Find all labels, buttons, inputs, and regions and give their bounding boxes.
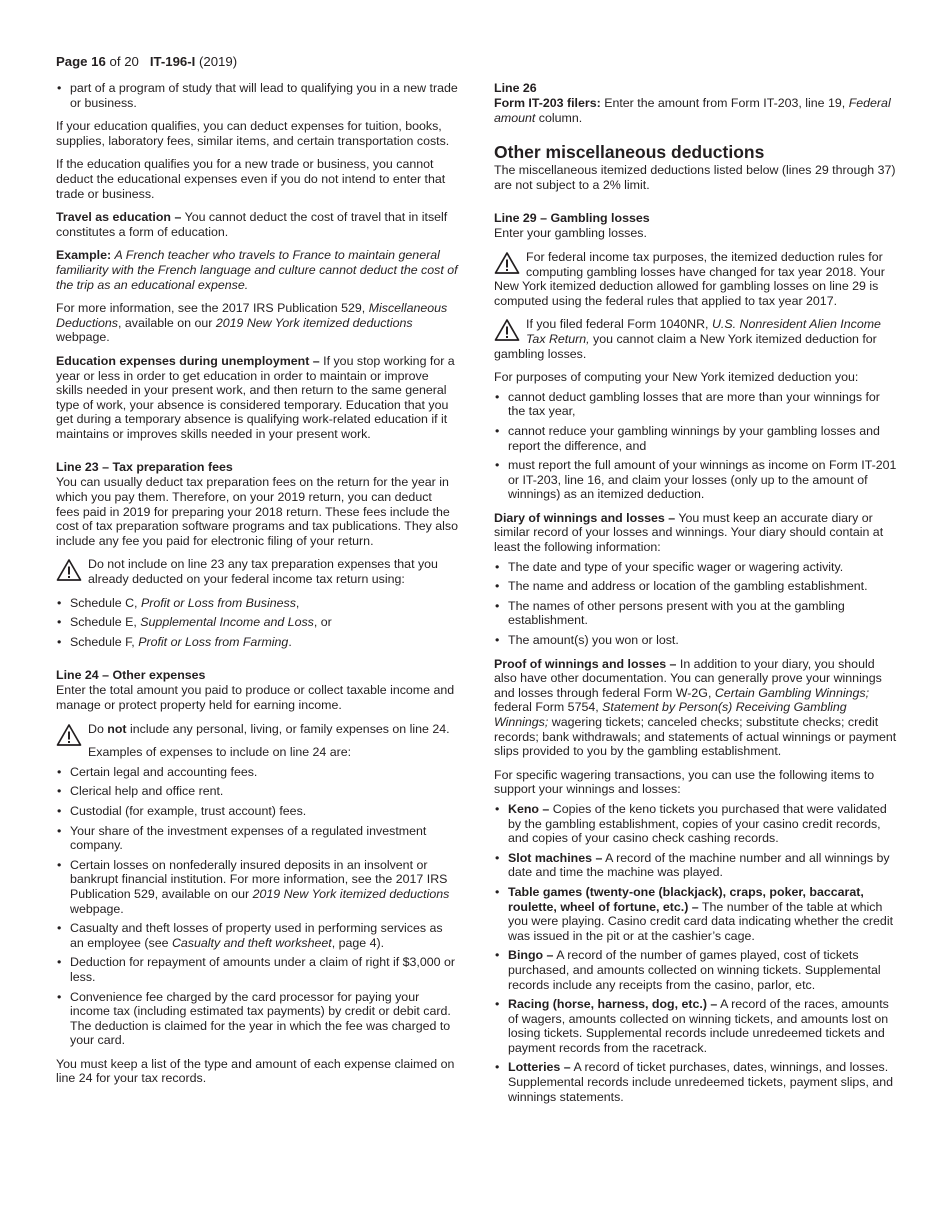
list-item: • Deduction for repayment of amounts under a claim of right if $3,000 or less. xyxy=(56,955,458,984)
examples-intro: Examples of expenses to include on line 24 are: xyxy=(88,745,352,760)
warning-triangle-icon xyxy=(56,723,82,747)
warning-triangle-icon xyxy=(494,318,520,342)
form-year: (2019) xyxy=(199,54,238,69)
warning-note: For federal income tax purposes, the itemized deduction rules for computing gambling losses have changed for tax year 2018. Your New York itemized deduction allowed for gambling losses on line 29 is computed using the federal rules that applied to tax year 2017. xyxy=(494,249,885,308)
left-column xyxy=(56,81,458,1095)
warning-note: Do not include any personal, living, or family expenses on line 24. xyxy=(56,722,458,737)
page-header xyxy=(56,54,237,70)
line26-text: Form IT-203 filers: Enter the amount from Form IT-203, line 19, Federal amount column. xyxy=(494,96,891,125)
list-item: • must report the full amount of your winnings as income on Form IT-201 or IT-203, line 16, and claim your losses (only up to the amount of winnings) as an itemized deduction. xyxy=(494,458,898,502)
unemployment-paragraph: Education expenses during unemployment – If you stop working for a year or less in order to get education in order to maintain or improve skills needed in your present work, and then return to the same general type of work, your absence is considered temporary. Education that you get during a temporary absence is qualifying work-related education if it maintains or improves skills needed in your present work. xyxy=(56,353,455,441)
list-item: • Schedule C, Profit or Loss from Business, xyxy=(56,596,458,611)
line29-heading: Line 29 – Gambling losses xyxy=(494,211,650,226)
list-item: • Your share of the investment expenses of a regulated investment company. xyxy=(56,824,458,853)
list-item: • Lotteries – A record of ticket purchases, dates, winnings, and losses. Supplemental records include unredeemed tickets, payment slips, and winnings statements. xyxy=(494,1060,898,1104)
page-label: Page 16 xyxy=(56,54,106,69)
line24-text: Enter the total amount you paid to produce or collect taxable income and manage or protect property held for earning income. xyxy=(56,683,455,712)
list-item: • Casualty and theft losses of property used in performing services as an employee (see Casualty and theft worksheet, page 4). xyxy=(56,921,458,950)
right-column xyxy=(494,81,898,1109)
list-item: • Certain legal and accounting fees. xyxy=(56,765,458,780)
example-paragraph: Example: A French teacher who travels to France to maintain general familiarity with the French language and culture cannot deduct the cost of the trip as an educational expense. xyxy=(56,248,458,292)
list-item: • Racing (horse, harness, dog, etc.) – A record of the races, amounts of wagers, amounts collected on winning tickets, and amounts lost on losing tickets. Supplemental records include unredeemed tickets and payment records from the racetrack. xyxy=(494,997,898,1055)
proof-paragraph: Proof of winnings and losses – In addition to your diary, you should also have other documentation. You can generally prove your winnings and losses through federal Form W-2G, Certain Gambling Winnings; federal Form 5754, Statement by Person(s) Receiving Gambling Winnings; wagering tickets; canceled checks; substitute checks; credit records; bank withdrawals; and statements of actual winnings or payment slips provided to you by the gambling establishment. xyxy=(494,656,897,759)
list-item: • part of a program of study that will lead to qualifying you in a new trade or business. xyxy=(56,81,458,110)
paragraph: If the education qualifies you for a new trade or business, you cannot deduct the educational expenses even if you do not intend to enter that trade or business. xyxy=(56,157,446,201)
specific-intro: For specific wagering transactions, you can use the following items to support your winnings and losses: xyxy=(494,767,875,797)
line29-text: Enter your gambling losses. xyxy=(494,226,647,241)
list-item: • The date and type of your specific wager or wagering activity. xyxy=(494,560,898,575)
form-id: IT-196-I xyxy=(149,54,196,69)
list-item: • Bingo – A record of the number of games played, cost of tickets purchased, and amounts collected on winning tickets. Supplemental records include any receipts from the casino, parlor, etc. xyxy=(494,948,898,992)
other-misc-text: The miscellaneous itemized deductions listed below (lines 29 through 37) are not subject to a 2% limit. xyxy=(494,163,896,192)
more-info-paragraph: For more information, see the 2017 IRS Publication 529, Miscellaneous Deductions, available on our 2019 New York itemized deductions webpage. xyxy=(56,301,448,345)
list-item: • The name and address or location of the gambling establishment. xyxy=(494,579,898,594)
line24-heading: Line 24 – Other expenses xyxy=(56,668,206,683)
list-item: • Certain losses on nonfederally insured deposits in an insolvent or bankrupt financial institution. For more information, see the 2017 IRS Publication 529, available on our 2019 New York itemized deductions webpage. xyxy=(56,858,458,916)
line23-heading: Line 23 – Tax preparation fees xyxy=(56,460,233,475)
line26-heading: Line 26 xyxy=(494,81,537,95)
warning-note: If you filed federal Form 1040NR, U.S. Nonresident Alien Income Tax Return, you cannot claim a New York itemized deduction for gambling losses. xyxy=(494,317,881,361)
paragraph: If your education qualifies, you can deduct expenses for tuition, books, supplies, laboratory fees, similar items, and certain transportation costs. xyxy=(56,119,450,148)
list-item: • Slot machines – A record of the machine number and all winnings by date and time the machine was played. xyxy=(494,851,898,880)
list-item: • The amount(s) you won or lost. xyxy=(494,633,898,648)
travel-paragraph: Travel as education – You cannot deduct the cost of travel that in itself constitutes a form of education. xyxy=(56,210,448,239)
list-item: • Convenience fee charged by the card processor for paying your income tax (including estimated tax payments) by credit or debit card. The deduction is claimed for the year in which the fee was charged to your card. xyxy=(56,990,458,1048)
line23-text: You can usually deduct tax preparation fees on the return for the year in which you pay them. Therefore, on your 2019 return, you can deduct fees paid in 2019 for preparing your 2018 return. These fees include the cost of tax preparation software programs and tax publications. They also include any fee you paid for electronic filing of your return. xyxy=(56,475,458,548)
keep-list-paragraph: You must keep a list of the type and amount of each expense claimed on line 24 for your tax records. xyxy=(56,1056,455,1086)
list-item: • Custodial (for example, trust account) fees. xyxy=(56,804,458,819)
warning-triangle-icon xyxy=(56,558,82,582)
other-misc-heading: Other miscellaneous deductions xyxy=(494,142,765,163)
list-item: • Schedule F, Profit or Loss from Farming. xyxy=(56,635,458,650)
diary-paragraph: Diary of winnings and losses – You must keep an accurate diary or similar record of your losses and winnings. Your diary should contain at least the following information: xyxy=(494,510,884,555)
list-item: • cannot deduct gambling losses that are more than your winnings for the tax year, xyxy=(494,390,898,419)
list-item: • Clerical help and office rent. xyxy=(56,784,458,799)
list-item: • Table games (twenty-one (blackjack), craps, poker, baccarat, roulette, wheel of fortune, etc.) – The number of the table at which you were playing. Casino credit card data indicating whether the credit was issued in the pit or at the cashier’s cage. xyxy=(494,885,898,943)
list-item: • Keno – Copies of the keno tickets you purchased that were validated by the gambling establishment, copies of your casino credit records, and copies of your casino check cashing records. xyxy=(494,802,898,846)
warning-triangle-icon xyxy=(494,251,520,275)
purposes-intro: For purposes of computing your New York itemized deduction you: xyxy=(494,370,859,385)
list-item: • The names of other persons present with you at the gambling establishment. xyxy=(494,599,898,628)
warning-note: Do not include on line 23 any tax preparation expenses that you already deducted on your federal income tax return using: xyxy=(56,557,458,586)
list-item: • Schedule E, Supplemental Income and Loss, or xyxy=(56,615,458,630)
list-item: • cannot reduce your gambling winnings by your gambling losses and report the difference, and xyxy=(494,424,898,453)
page-of: of 20 xyxy=(109,54,139,69)
